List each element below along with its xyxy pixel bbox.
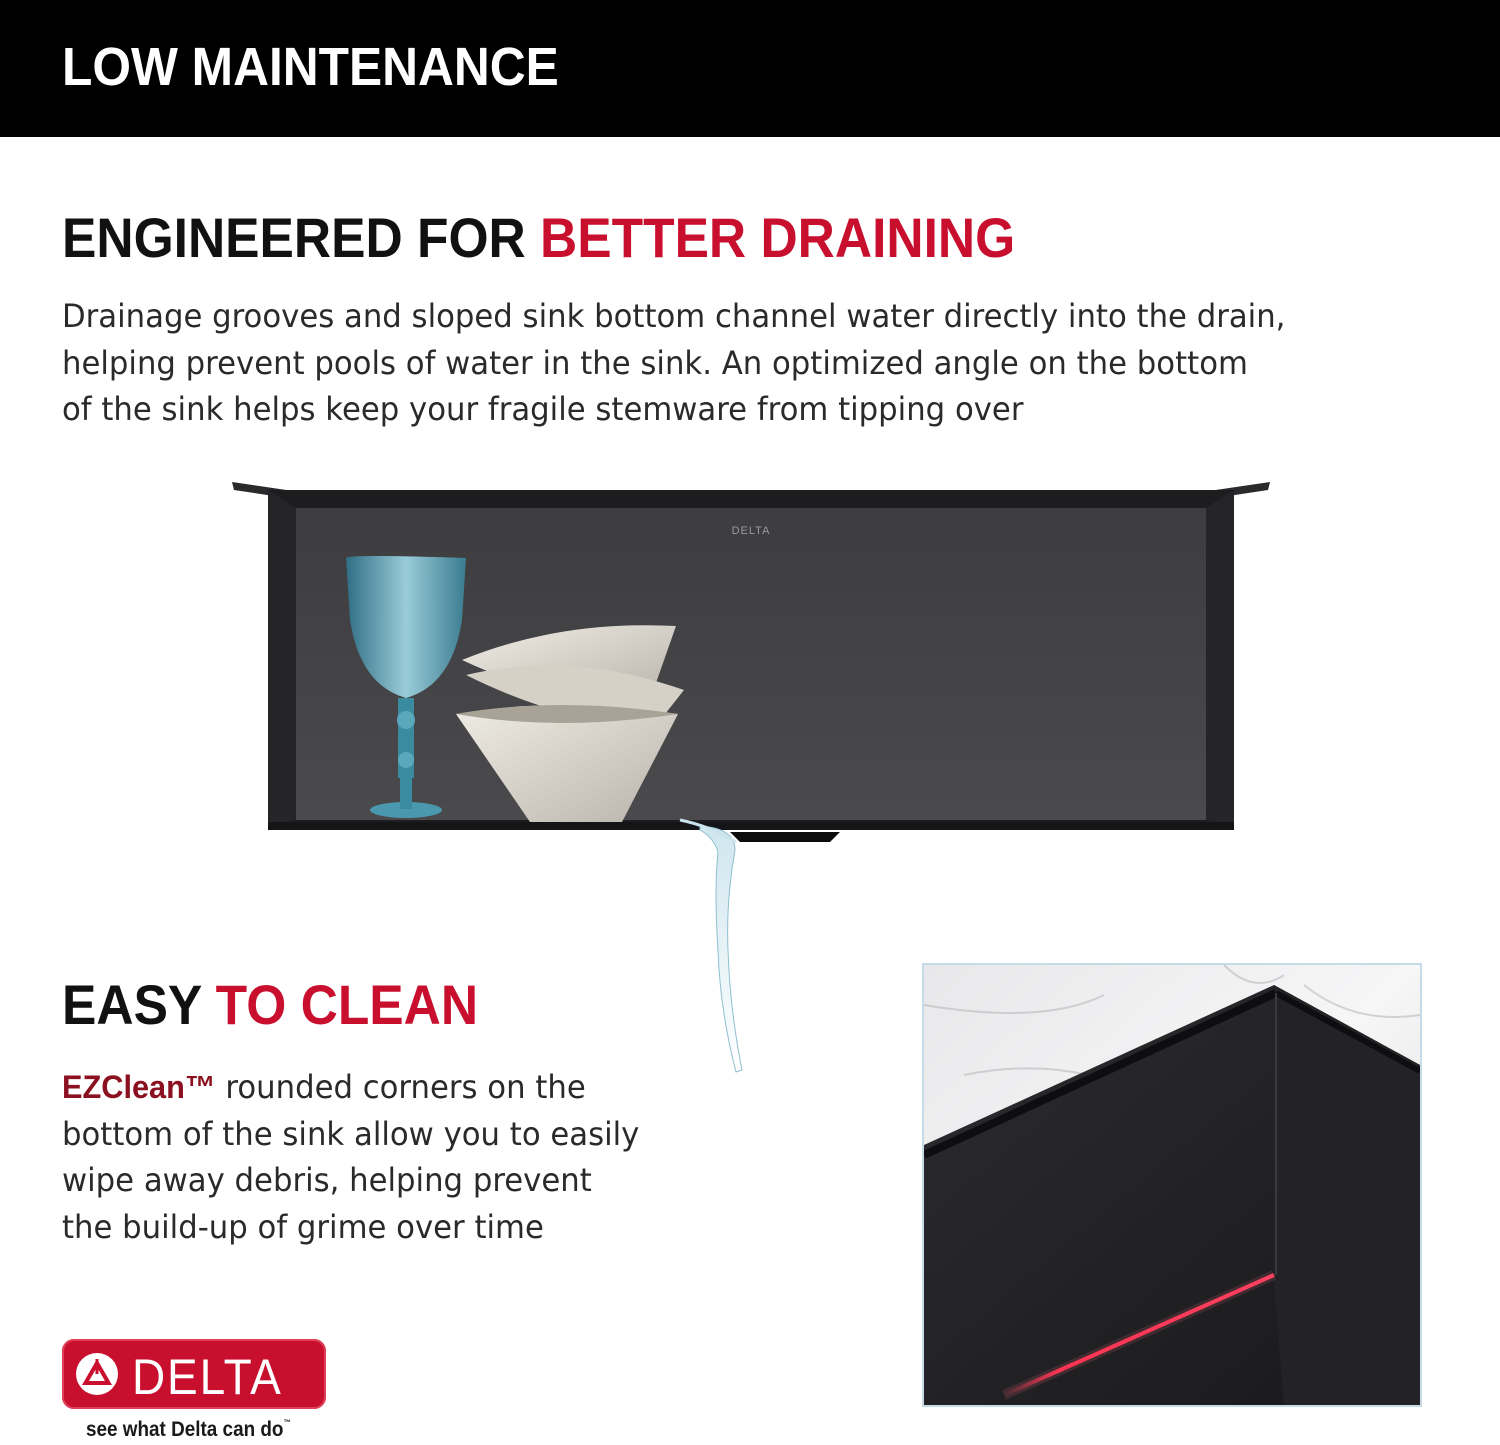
clean-heading [62, 972, 478, 1037]
drain-icon [730, 832, 840, 842]
corner-closeup-image [922, 963, 1422, 1407]
clean-heading-prefix: EASY [62, 973, 202, 1036]
clean-line-4: the build-up of grime over time [62, 1207, 544, 1246]
tagline-text: see what Delta can do [86, 1418, 284, 1441]
page-title: LOW MAINTENANCE [62, 37, 559, 97]
delta-wordmark: DELTA [132, 1349, 283, 1405]
water-stream [700, 826, 742, 1072]
ezclean-brand: EZClean™ [62, 1069, 216, 1105]
clean-line-3: wipe away debris, helping prevent [62, 1161, 592, 1199]
delta-tagline [86, 1418, 291, 1442]
drain-heading-accent: BETTER DRAINING [540, 206, 1016, 269]
drain-description [62, 293, 1348, 433]
clean-heading-accent: TO CLEAN [215, 973, 479, 1036]
delta-logo [62, 1339, 326, 1409]
header-bar [0, 0, 1500, 137]
clean-description [62, 1064, 676, 1250]
clean-line-1: rounded corners on the [215, 1068, 586, 1106]
sink-left-wall [268, 490, 296, 828]
sink-floor [268, 822, 1234, 830]
sink-brand-mark: DELTA [731, 525, 771, 537]
drain-heading-prefix: ENGINEERED FOR [62, 206, 526, 269]
sink-right-wall [1206, 490, 1234, 828]
drain-heading [62, 205, 1015, 270]
clean-line-2: bottom of the sink allow you to easily [62, 1114, 640, 1153]
tagline-trademark: ™ [283, 1418, 291, 1427]
drain-line-1: Drainage grooves and sloped sink bottom channel water directly into the drain, [62, 297, 1286, 335]
drain-line-3: of the sink helps keep your fragile stemware from tipping over [62, 390, 1024, 428]
drain-line-2: helping prevent pools of water in the sink. An optimized angle on the bottom [62, 343, 1248, 382]
delta-triangle-icon [74, 1351, 120, 1397]
